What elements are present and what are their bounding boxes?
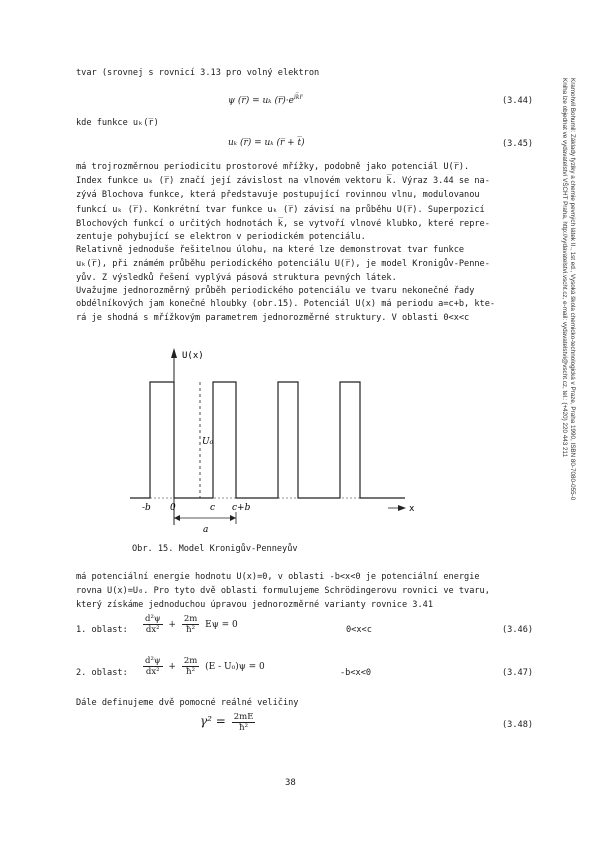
text-line: zývá Blochova funkce, která představuje postupující rovinnou vlnu, modulovanou (76, 190, 480, 200)
equation-3-47 (140, 656, 265, 677)
text-line: Index funkce uₖ (r̅) značí její závislost na vlnovém vektoru k̅. Výraz 3.44 se na- (76, 176, 490, 186)
equation-3-46 (140, 614, 238, 635)
text-line: obdélníkových jam konečné hloubky (obr.15). Potenciál U(x) má periodu a=c+b, kte- (76, 299, 496, 309)
u0-label: U₀ (202, 437, 214, 447)
denominator: ħ² (239, 723, 249, 733)
text-line: funkcí uₖ (r̅). Konkrétní tvar funkce uₖ (r̅) závisí na průběhu U(r̅). Superpozicí (76, 205, 485, 215)
text-line: který získáme jednoduchou úpravou jednorozměrné varianty rovnice 3.41 (76, 600, 433, 610)
tick-label-minus-b: -b (142, 503, 151, 513)
equation-3-48 (200, 712, 258, 733)
numerator: 2mE (233, 712, 254, 722)
text-line: Blochových funkcí o určitých hodnotách k̅, se vytvoří vlnové klubko, které repre- (76, 219, 490, 229)
text-line: má potenciální energie hodnotu U(x)=0, v oblasti -b<x<0 je potenciální energie (76, 572, 480, 582)
equation-number: (3.45) (502, 139, 534, 149)
text-line: rovna U(x)=U₀. Pro tyto dvě oblasti formulujeme Schrödingerovu rovnici ve tvaru, (76, 586, 490, 596)
kronig-penney-figure (120, 340, 420, 540)
text-line: Relativně jednoduše řešitelnou úlohu, na které lze demonstrovat tvar funkce (76, 245, 465, 255)
equation-number: (3.47) (502, 668, 534, 678)
plus-sign: + (168, 662, 176, 672)
denominator: dx² (145, 667, 160, 677)
equation-3-47-label: 2. oblast: (76, 668, 128, 678)
tick-label-c-plus-b: c+b (232, 503, 251, 513)
text-line: uₖ(r̅), při známém průběhu periodického potenciálu U(r̅), je model Kronigův-Penne- (76, 259, 490, 269)
period-arrow-left (174, 515, 180, 521)
equation-number: (3.44) (502, 96, 534, 106)
fraction (143, 614, 163, 635)
y-axis-label: U(x) (182, 351, 204, 361)
text-line: má trojrozměrnou periodicitu prostorové mřížky, podobně jako potenciál U(r̅). (76, 162, 470, 172)
potential-profile (130, 382, 405, 498)
text-line: Uvažujme jednorozměrný průběh periodického potenciálu ve tvaru nekonečné řady (76, 286, 475, 296)
equation-3-44 (228, 94, 302, 106)
numerator: 2m (183, 614, 198, 624)
text-line: rá je shodná s mřížkovým parametrem jednorozměrné struktury. V oblasti 0<x<c (76, 313, 470, 323)
side-citation (560, 78, 576, 598)
text-line: zentuje pohybující se elektron v periodickém potenciálu. (76, 232, 366, 242)
equation-3-45: uₖ (r̅) = uₖ (r̅ + t̅) (228, 138, 305, 148)
denominator: dx² (145, 625, 160, 635)
denominator: ħ² (186, 625, 195, 635)
numerator: d²ψ (145, 614, 161, 624)
equation-3-46-label: 1. oblast: (76, 625, 128, 635)
tick-label-c: c (210, 503, 216, 513)
y-axis-arrow (171, 348, 177, 358)
text-line: kde funkce uₖ(r̅) (76, 118, 159, 128)
figure-caption: Obr. 15. Model Kronigův-Penneyův (132, 544, 298, 554)
equation-3-47-range: -b<x<0 (340, 668, 372, 678)
numerator: 2m (183, 656, 198, 666)
equation-number: (3.48) (502, 720, 534, 730)
text-line: Dále definujeme dvě pomocné reálné veličiny (76, 698, 299, 708)
fraction (143, 656, 163, 677)
equation-3-46-range: 0<x<c (346, 625, 372, 635)
equation-3-44-exponent: ik̅r̅ (293, 94, 303, 101)
text-line: tvar (srovnej s rovnicí 3.13 pro volný elektron (76, 68, 320, 78)
text-line: yův. Z výsledků řešení vyplývá pásová struktura pevných látek. (76, 273, 397, 283)
equation-3-44-body: ψ (r̅) = uₖ (r̅)·e (228, 96, 294, 106)
plus-sign: + (168, 620, 176, 630)
equation-lhs: γ² = (200, 714, 226, 728)
equation-rest: (E - U₀)ψ = 0 (205, 662, 265, 672)
side-citation-line-1: Kramohvil Bohumil: Základy fyziky a chemie pevných látek II., 1st ed., Vysoká škola chemicko-technologická v Praze, Praha 1990, ISBN 80-7080-055-0 (569, 78, 576, 501)
equation-rest: Eψ = 0 (205, 620, 238, 630)
fraction (182, 656, 199, 677)
fraction (232, 712, 256, 733)
x-axis-arrow (398, 505, 406, 511)
side-citation-line-2: Kniha lze objednat ve vydavatelství VŠCHT Praha, http://vydavatelstvi.vscht.cz, e-mail: vydavatelstvi@vscht.cz, tel.: (+420) 220 443 211 (561, 78, 568, 458)
fraction (182, 614, 199, 635)
period-label: a (203, 525, 209, 535)
equation-number: (3.46) (502, 625, 534, 635)
period-arrow-right (230, 515, 236, 521)
page-number: 38 (285, 778, 296, 788)
numerator: d²ψ (145, 656, 161, 666)
tick-label-zero: 0 (170, 503, 176, 513)
denominator: ħ² (186, 667, 195, 677)
x-axis-label: x (409, 504, 415, 514)
